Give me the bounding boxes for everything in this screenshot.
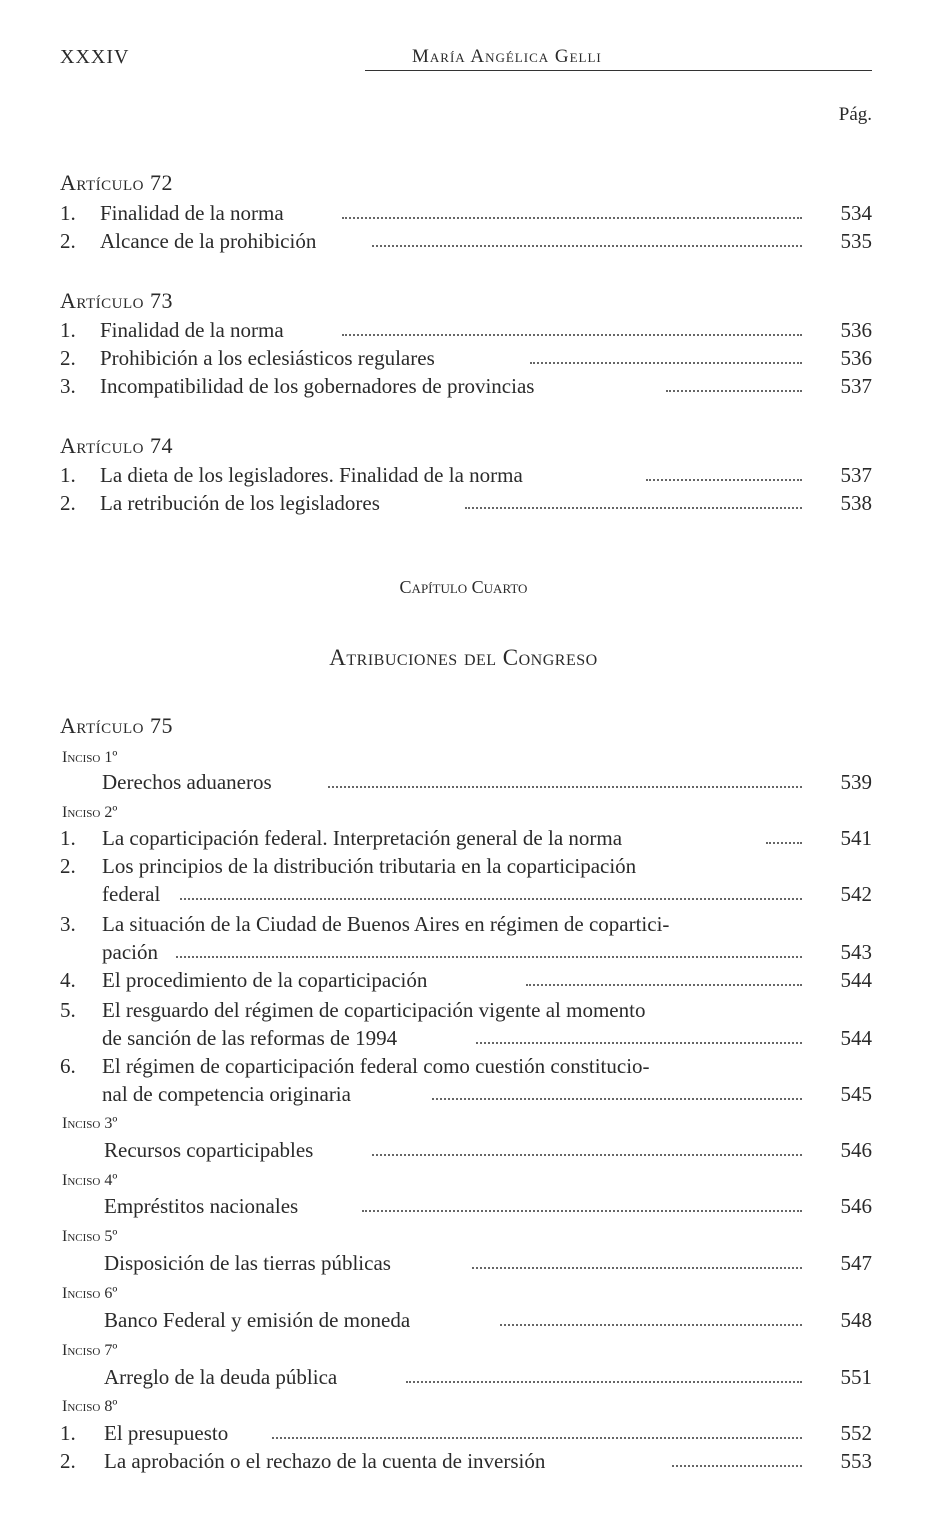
entry-text: El régimen de coparticipación federal como cuestión constitucio- <box>102 1054 650 1078</box>
chapter-title: Atribuciones del Congreso <box>329 645 598 670</box>
entry-page: 544 <box>840 1026 872 1050</box>
inciso-label: Inciso 4º <box>62 1172 118 1189</box>
toc-entry <box>60 461 872 489</box>
dot-leader <box>530 362 802 364</box>
running-head-author: María Angélica Gelli <box>412 46 602 67</box>
article-heading: Artículo 72 <box>60 170 173 195</box>
entry-text: Recursos coparticipables <box>104 1138 314 1162</box>
page-number: XXXIV <box>60 46 130 68</box>
page-column-label: Pág. <box>838 104 872 125</box>
dot-leader <box>766 842 802 844</box>
toc-entry <box>60 344 872 372</box>
toc-entry <box>60 199 872 227</box>
entry-page: 534 <box>840 201 872 225</box>
entry-page: 539 <box>840 770 872 794</box>
inciso-label: Inciso 1º <box>62 749 118 766</box>
toc-entry <box>60 1363 872 1391</box>
entry-text: La coparticipación federal. Interpretación general de la norma <box>102 826 623 850</box>
entry-text: Prohibición a los eclesiásticos regulares <box>100 346 435 370</box>
entry-page: 537 <box>840 463 872 487</box>
running-header <box>60 46 872 76</box>
inciso-label: Inciso 6º <box>62 1285 118 1302</box>
entry-page: 535 <box>840 229 872 253</box>
entry-text: Empréstitos nacionales <box>104 1194 299 1218</box>
dot-leader <box>465 507 802 509</box>
entry-number: 2. <box>60 1449 76 1473</box>
entry-text: Arreglo de la deuda pública <box>104 1365 338 1389</box>
toc-entry <box>60 372 872 400</box>
toc-entry <box>60 1192 872 1220</box>
dot-leader <box>666 390 802 392</box>
entry-number: 2. <box>60 229 76 253</box>
entry-number: 3. <box>60 912 76 936</box>
toc-entry <box>60 880 872 908</box>
entry-text: El resguardo del régimen de coparticipación vigente al momento <box>102 998 646 1022</box>
entry-text: Disposición de las tierras públicas <box>104 1251 391 1275</box>
entry-number: 2. <box>60 346 76 370</box>
dot-leader <box>176 956 802 958</box>
entry-text: Finalidad de la norma <box>100 201 284 225</box>
entry-text-continued: federal <box>102 882 161 906</box>
dot-leader <box>476 1042 802 1044</box>
entry-page: 547 <box>840 1251 872 1275</box>
dot-leader <box>180 898 802 900</box>
dot-leader <box>406 1381 802 1383</box>
toc-entry <box>60 1080 872 1108</box>
toc-entry <box>60 824 872 852</box>
entry-text: Banco Federal y emisión de moneda <box>104 1308 411 1332</box>
entry-page: 537 <box>840 374 872 398</box>
dot-leader <box>646 479 802 481</box>
entry-number: 2. <box>60 854 76 878</box>
toc-entry <box>60 1024 872 1052</box>
inciso-label: Inciso 2º <box>62 804 118 821</box>
inciso-label: Inciso 7º <box>62 1342 118 1359</box>
toc-entry <box>60 316 872 344</box>
entry-page: 538 <box>840 491 872 515</box>
dot-leader <box>342 217 802 219</box>
entry-page: 543 <box>840 940 872 964</box>
entry-page: 546 <box>840 1138 872 1162</box>
toc-entry-line <box>60 852 872 880</box>
entry-page: 548 <box>840 1308 872 1332</box>
dot-leader <box>342 334 802 336</box>
entry-number: 1. <box>60 1421 76 1445</box>
article-heading: Artículo 75 <box>60 713 173 738</box>
dot-leader <box>328 786 802 788</box>
entry-page: 546 <box>840 1194 872 1218</box>
toc-entry <box>60 768 872 796</box>
entry-text: Derechos aduaneros <box>102 770 272 794</box>
entry-number: 1. <box>60 826 76 850</box>
entry-text: La situación de la Ciudad de Buenos Aires en régimen de copartici- <box>102 912 670 936</box>
inciso-label: Inciso 3º <box>62 1115 118 1132</box>
entry-text-continued: nal de competencia originaria <box>102 1082 351 1106</box>
dot-leader <box>272 1437 802 1439</box>
entry-number: 4. <box>60 968 76 992</box>
entry-text: El presupuesto <box>104 1421 229 1445</box>
chapter-label: Capítulo Cuarto <box>399 577 528 597</box>
entry-text: La dieta de los legisladores. Finalidad de la norma <box>100 463 523 487</box>
toc-entry-line <box>60 910 872 938</box>
entry-page: 552 <box>840 1421 872 1445</box>
entry-page: 553 <box>840 1449 872 1473</box>
dot-leader <box>372 1154 802 1156</box>
toc-entry <box>60 227 872 255</box>
dot-leader <box>372 245 802 247</box>
article-heading: Artículo 74 <box>60 433 173 458</box>
entry-number: 3. <box>60 374 76 398</box>
entry-number: 5. <box>60 998 76 1022</box>
dot-leader <box>500 1324 802 1326</box>
entry-text: La retribución de los legisladores <box>100 491 380 515</box>
entry-text: Finalidad de la norma <box>100 318 284 342</box>
entry-text-continued: de sanción de las reformas de 1994 <box>102 1026 398 1050</box>
toc-entry <box>60 966 872 994</box>
entry-page: 545 <box>840 1082 872 1106</box>
dot-leader <box>526 984 802 986</box>
entry-number: 1. <box>60 201 76 225</box>
entry-text-continued: pación <box>102 940 158 964</box>
dot-leader <box>362 1210 802 1212</box>
toc-entry <box>60 1419 872 1447</box>
entry-page: 551 <box>840 1365 872 1389</box>
entry-text: Los principios de la distribución tributaria en la coparticipación <box>102 854 637 878</box>
entry-text: Incompatibilidad de los gobernadores de provincias <box>100 374 535 398</box>
toc-entry-line <box>60 996 872 1024</box>
entry-number: 1. <box>60 318 76 342</box>
entry-number: 1. <box>60 463 76 487</box>
entry-page: 536 <box>840 346 872 370</box>
entry-text: Alcance de la prohibición <box>100 229 317 253</box>
toc-entry <box>60 1249 872 1277</box>
entry-page: 536 <box>840 318 872 342</box>
entry-text: La aprobación o el rechazo de la cuenta de inversión <box>104 1449 546 1473</box>
entry-number: 6. <box>60 1054 76 1078</box>
dot-leader <box>472 1267 802 1269</box>
header-rule <box>365 70 872 71</box>
entry-number: 2. <box>60 491 76 515</box>
entry-page: 544 <box>840 968 872 992</box>
toc-entry <box>60 1306 872 1334</box>
entry-text: El procedimiento de la coparticipación <box>102 968 428 992</box>
entry-page: 541 <box>840 826 872 850</box>
toc-entry <box>60 938 872 966</box>
dot-leader <box>672 1465 802 1467</box>
toc-entry <box>60 489 872 517</box>
toc-entry <box>60 1136 872 1164</box>
dot-leader <box>432 1098 802 1100</box>
inciso-label: Inciso 5º <box>62 1228 118 1245</box>
toc-entry-line <box>60 1052 872 1080</box>
inciso-label: Inciso 8º <box>62 1398 118 1415</box>
entry-page: 542 <box>840 882 872 906</box>
article-heading: Artículo 73 <box>60 288 173 313</box>
toc-entry <box>60 1447 872 1475</box>
